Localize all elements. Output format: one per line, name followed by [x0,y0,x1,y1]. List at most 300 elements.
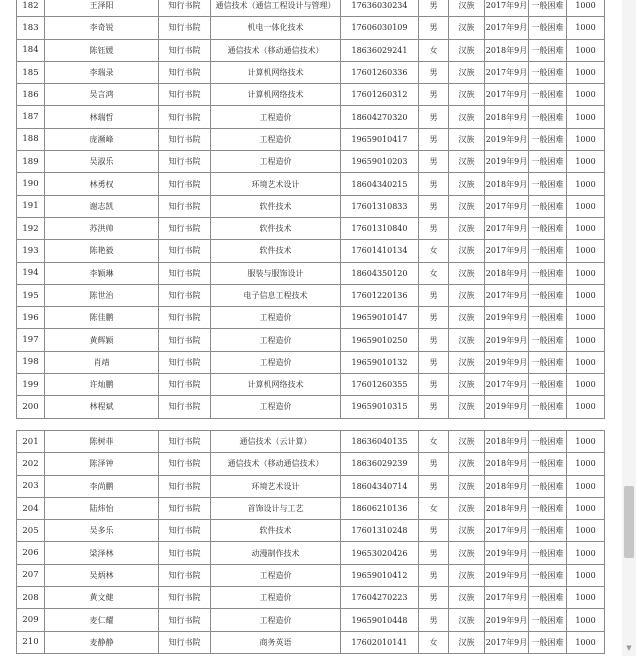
cell-gender: 男 [419,475,449,497]
cell-number: 202 [17,453,45,475]
cell-name: 吴淑乐 [45,151,159,173]
cell-amount: 1000 [567,128,605,150]
cell-major: 计算机网络技术 [211,61,341,83]
table-row [17,351,605,373]
cell-gender: 男 [419,520,449,542]
cell-gender: 男 [419,351,449,373]
cell-ethnicity: 汉族 [449,151,485,173]
cell-college: 知行书院 [159,39,211,61]
cell-number: 186 [17,84,45,106]
cell-name: 梁泽林 [45,542,159,564]
cell-amount: 1000 [567,396,605,418]
cell-enrollment-date: 2019年9月 [485,351,529,373]
cell-phone: 17601310833 [341,195,419,217]
cell-gender: 男 [419,151,449,173]
cell-amount: 1000 [567,240,605,262]
cell-major: 工程造价 [211,307,341,329]
cell-amount: 1000 [567,631,605,653]
cell-gender: 男 [419,84,449,106]
cell-major: 计算机网络技术 [211,374,341,396]
cell-name: 陈树菲 [45,431,159,453]
cell-ethnicity: 汉族 [449,106,485,128]
cell-difficulty-level: 一般困难 [529,396,567,418]
cell-amount: 1000 [567,564,605,586]
cell-difficulty-level: 一般困难 [529,609,567,631]
cell-enrollment-date: 2017年9月 [485,520,529,542]
cell-ethnicity: 汉族 [449,173,485,195]
cell-difficulty-level: 一般困难 [529,106,567,128]
table-row [17,631,605,653]
cell-enrollment-date: 2017年9月 [485,374,529,396]
table-row [17,128,605,150]
cell-major: 软件技术 [211,520,341,542]
cell-ethnicity: 汉族 [449,329,485,351]
cell-major: 通信技术（通信工程设计与管理） [211,0,341,17]
cell-ethnicity: 汉族 [449,195,485,217]
cell-college: 知行书院 [159,475,211,497]
cell-college: 知行书院 [159,609,211,631]
cell-amount: 1000 [567,151,605,173]
cell-number: 193 [17,240,45,262]
cell-enrollment-date: 2017年9月 [485,240,529,262]
cell-number: 187 [17,106,45,128]
cell-ethnicity: 汉族 [449,39,485,61]
cell-number: 203 [17,475,45,497]
cell-college: 知行书院 [159,587,211,609]
table-row [17,329,605,351]
cell-amount: 1000 [567,542,605,564]
cell-amount: 1000 [567,39,605,61]
cell-enrollment-date: 2018年9月 [485,497,529,519]
cell-major: 通信技术（云计算） [211,431,341,453]
cell-ethnicity: 汉族 [449,374,485,396]
cell-ethnicity: 汉族 [449,240,485,262]
cell-major: 工程造价 [211,128,341,150]
cell-enrollment-date: 2018年9月 [485,39,529,61]
cell-ethnicity: 汉族 [449,84,485,106]
table-row [17,453,605,475]
cell-phone: 17606030109 [341,17,419,39]
cell-gender: 男 [419,17,449,39]
cell-college: 知行书院 [159,631,211,653]
cell-amount: 1000 [567,351,605,373]
table-row [17,17,605,39]
cell-number: 195 [17,284,45,306]
cell-enrollment-date: 2019年9月 [485,307,529,329]
table-row [17,217,605,239]
cell-phone: 17601260336 [341,61,419,83]
table-row [17,396,605,418]
cell-difficulty-level: 一般困难 [529,351,567,373]
table-row [17,262,605,284]
cell-name: 陈艳毅 [45,240,159,262]
cell-ethnicity: 汉族 [449,497,485,519]
cell-phone: 18604350120 [341,262,419,284]
cell-phone: 17601410134 [341,240,419,262]
cell-name: 陆炜怡 [45,497,159,519]
cell-college: 知行书院 [159,128,211,150]
table-row [17,564,605,586]
cell-college: 知行书院 [159,374,211,396]
table-row [17,609,605,631]
cell-difficulty-level: 一般困难 [529,17,567,39]
cell-gender: 男 [419,307,449,329]
cell-difficulty-level: 一般困难 [529,173,567,195]
cell-enrollment-date: 2017年9月 [485,195,529,217]
cell-name: 庞濒峰 [45,128,159,150]
cell-phone: 17602010141 [341,631,419,653]
cell-gender: 男 [419,173,449,195]
table-row [17,0,605,17]
cell-major: 工程造价 [211,396,341,418]
data-table-page-2 [16,430,605,654]
cell-enrollment-date: 2018年9月 [485,431,529,453]
cell-major: 电子信息工程技术 [211,284,341,306]
table-row [17,61,605,83]
cell-college: 知行书院 [159,173,211,195]
cell-name: 王泽阳 [45,0,159,17]
cell-phone: 18636029239 [341,453,419,475]
cell-amount: 1000 [567,497,605,519]
cell-enrollment-date: 2018年9月 [485,262,529,284]
cell-number: 194 [17,262,45,284]
cell-enrollment-date: 2018年9月 [485,106,529,128]
cell-amount: 1000 [567,453,605,475]
cell-difficulty-level: 一般困难 [529,0,567,17]
cell-phone: 18604340714 [341,475,419,497]
cell-major: 软件技术 [211,195,341,217]
cell-major: 工程造价 [211,329,341,351]
cell-difficulty-level: 一般困难 [529,431,567,453]
cell-phone: 17601310248 [341,520,419,542]
cell-name: 李瑞录 [45,61,159,83]
cell-major: 通信技术（移动通信技术） [211,39,341,61]
cell-enrollment-date: 2017年9月 [485,284,529,306]
table-row [17,240,605,262]
cell-phone: 18604270320 [341,106,419,128]
cell-phone: 17601220136 [341,284,419,306]
cell-amount: 1000 [567,17,605,39]
cell-ethnicity: 汉族 [449,453,485,475]
cell-gender: 女 [419,497,449,519]
cell-college: 知行书院 [159,17,211,39]
cell-number: 182 [17,0,45,17]
cell-enrollment-date: 2018年9月 [485,475,529,497]
cell-gender: 男 [419,195,449,217]
cell-major: 工程造价 [211,151,341,173]
cell-ethnicity: 汉族 [449,520,485,542]
cell-amount: 1000 [567,587,605,609]
cell-name: 李尚鹏 [45,475,159,497]
cell-name: 肖靖 [45,351,159,373]
cell-difficulty-level: 一般困难 [529,61,567,83]
cell-number: 197 [17,329,45,351]
cell-college: 知行书院 [159,84,211,106]
cell-ethnicity: 汉族 [449,262,485,284]
cell-college: 知行书院 [159,497,211,519]
cell-difficulty-level: 一般困难 [529,217,567,239]
cell-amount: 1000 [567,173,605,195]
cell-phone: 18606210136 [341,497,419,519]
cell-enrollment-date: 2018年9月 [485,173,529,195]
table-row [17,84,605,106]
cell-name: 麦仁耀 [45,609,159,631]
cell-name: 谢志凯 [45,195,159,217]
cell-phone: 19653020426 [341,542,419,564]
cell-gender: 男 [419,217,449,239]
cell-number: 201 [17,431,45,453]
cell-college: 知行书院 [159,351,211,373]
cell-amount: 1000 [567,61,605,83]
cell-gender: 男 [419,542,449,564]
cell-college: 知行书院 [159,520,211,542]
cell-phone: 19659010417 [341,128,419,150]
cell-amount: 1000 [567,217,605,239]
cell-major: 商务英语 [211,631,341,653]
cell-difficulty-level: 一般困难 [529,520,567,542]
cell-college: 知行书院 [159,240,211,262]
cell-amount: 1000 [567,609,605,631]
cell-difficulty-level: 一般困难 [529,39,567,61]
cell-amount: 1000 [567,431,605,453]
scroll-down-arrow-icon[interactable]: ▼ [626,644,632,652]
cell-college: 知行书院 [159,106,211,128]
cell-number: 204 [17,497,45,519]
cell-difficulty-level: 一般困难 [529,631,567,653]
cell-name: 李奇锐 [45,17,159,39]
cell-enrollment-date: 2019年9月 [485,609,529,631]
cell-college: 知行书院 [159,329,211,351]
cell-enrollment-date: 2019年9月 [485,564,529,586]
cell-college: 知行书院 [159,217,211,239]
cell-phone: 18604340215 [341,173,419,195]
cell-major: 工程造价 [211,587,341,609]
cell-difficulty-level: 一般困难 [529,564,567,586]
cell-number: 184 [17,39,45,61]
cell-difficulty-level: 一般困难 [529,497,567,519]
cell-enrollment-date: 2019年9月 [485,128,529,150]
table-row [17,587,605,609]
cell-phone: 19659010203 [341,151,419,173]
cell-amount: 1000 [567,307,605,329]
cell-name: 许灿鹏 [45,374,159,396]
table-row [17,307,605,329]
cell-college: 知行书院 [159,195,211,217]
cell-name: 陈泽钟 [45,453,159,475]
cell-difficulty-level: 一般困难 [529,374,567,396]
cell-major: 工程造价 [211,609,341,631]
cell-amount: 1000 [567,0,605,17]
cell-major: 工程造价 [211,564,341,586]
cell-ethnicity: 汉族 [449,587,485,609]
cell-name: 麦静静 [45,631,159,653]
cell-difficulty-level: 一般困难 [529,284,567,306]
scrollbar-thumb[interactable] [624,486,634,558]
cell-difficulty-level: 一般困难 [529,587,567,609]
cell-name: 陈佳鹏 [45,307,159,329]
cell-number: 206 [17,542,45,564]
cell-phone: 19659010315 [341,396,419,418]
cell-number: 196 [17,307,45,329]
cell-phone: 19659010250 [341,329,419,351]
cell-enrollment-date: 2017年9月 [485,17,529,39]
cell-number: 207 [17,564,45,586]
cell-number: 205 [17,520,45,542]
cell-major: 服装与服饰设计 [211,262,341,284]
cell-enrollment-date: 2017年9月 [485,587,529,609]
table-row [17,173,605,195]
cell-enrollment-date: 2017年9月 [485,84,529,106]
cell-phone: 18636040135 [341,431,419,453]
table-row [17,284,605,306]
cell-gender: 女 [419,39,449,61]
cell-name: 林瑞哲 [45,106,159,128]
cell-difficulty-level: 一般困难 [529,195,567,217]
cell-ethnicity: 汉族 [449,431,485,453]
cell-ethnicity: 汉族 [449,217,485,239]
cell-enrollment-date: 2017年9月 [485,61,529,83]
cell-phone: 18636029241 [341,39,419,61]
cell-college: 知行书院 [159,542,211,564]
cell-ethnicity: 汉族 [449,17,485,39]
cell-number: 185 [17,61,45,83]
cell-number: 200 [17,396,45,418]
cell-gender: 男 [419,0,449,17]
table-row [17,39,605,61]
cell-gender: 男 [419,396,449,418]
table-row [17,497,605,519]
cell-gender: 男 [419,128,449,150]
cell-name: 吴多乐 [45,520,159,542]
cell-phone: 19659010412 [341,564,419,586]
cell-college: 知行书院 [159,396,211,418]
table-body [17,431,605,654]
cell-amount: 1000 [567,475,605,497]
table-body [17,0,605,418]
cell-enrollment-date: 2017年9月 [485,0,529,17]
cell-number: 209 [17,609,45,631]
cell-ethnicity: 汉族 [449,0,485,17]
cell-college: 知行书院 [159,564,211,586]
cell-college: 知行书院 [159,0,211,17]
table-row [17,542,605,564]
cell-major: 环境艺术设计 [211,475,341,497]
cell-gender: 女 [419,262,449,284]
table-row [17,151,605,173]
cell-ethnicity: 汉族 [449,475,485,497]
cell-amount: 1000 [567,84,605,106]
cell-major: 动漫制作技术 [211,542,341,564]
cell-name: 陈钰媛 [45,39,159,61]
cell-college: 知行书院 [159,284,211,306]
cell-major: 通信技术（移动通信技术） [211,453,341,475]
cell-ethnicity: 汉族 [449,284,485,306]
cell-college: 知行书院 [159,151,211,173]
cell-difficulty-level: 一般困难 [529,151,567,173]
cell-major: 环境艺术设计 [211,173,341,195]
cell-difficulty-level: 一般困难 [529,128,567,150]
cell-amount: 1000 [567,284,605,306]
cell-number: 210 [17,631,45,653]
cell-ethnicity: 汉族 [449,609,485,631]
cell-gender: 男 [419,106,449,128]
cell-number: 199 [17,374,45,396]
cell-enrollment-date: 2019年9月 [485,329,529,351]
cell-difficulty-level: 一般困难 [529,329,567,351]
cell-enrollment-date: 2019年9月 [485,151,529,173]
cell-major: 计算机网络技术 [211,84,341,106]
cell-gender: 男 [419,564,449,586]
cell-number: 190 [17,173,45,195]
cell-number: 189 [17,151,45,173]
cell-enrollment-date: 2019年9月 [485,396,529,418]
cell-gender: 男 [419,587,449,609]
cell-gender: 男 [419,453,449,475]
cell-gender: 男 [419,61,449,83]
vertical-scrollbar[interactable] [622,0,636,656]
table-row [17,475,605,497]
cell-ethnicity: 汉族 [449,128,485,150]
cell-college: 知行书院 [159,307,211,329]
cell-gender: 男 [419,284,449,306]
cell-difficulty-level: 一般困难 [529,262,567,284]
cell-difficulty-level: 一般困难 [529,307,567,329]
cell-phone: 17604270223 [341,587,419,609]
cell-number: 188 [17,128,45,150]
cell-name: 林勇权 [45,173,159,195]
cell-major: 机电一体化技术 [211,17,341,39]
cell-ethnicity: 汉族 [449,307,485,329]
cell-name: 李颖琳 [45,262,159,284]
data-table-page-1 [16,0,605,419]
cell-ethnicity: 汉族 [449,396,485,418]
cell-phone: 17601310840 [341,217,419,239]
cell-major: 软件技术 [211,217,341,239]
cell-name: 黄辉颖 [45,329,159,351]
cell-name: 黄文健 [45,587,159,609]
cell-gender: 女 [419,240,449,262]
cell-college: 知行书院 [159,262,211,284]
cell-phone: 19659010448 [341,609,419,631]
table-row [17,195,605,217]
cell-number: 191 [17,195,45,217]
cell-phone: 17601260355 [341,374,419,396]
cell-gender: 男 [419,329,449,351]
table-row [17,374,605,396]
cell-number: 183 [17,17,45,39]
cell-amount: 1000 [567,374,605,396]
cell-enrollment-date: 2018年9月 [485,453,529,475]
cell-amount: 1000 [567,520,605,542]
cell-major: 软件技术 [211,240,341,262]
table-row [17,520,605,542]
cell-difficulty-level: 一般困难 [529,84,567,106]
cell-number: 208 [17,587,45,609]
cell-enrollment-date: 2017年9月 [485,631,529,653]
cell-number: 192 [17,217,45,239]
cell-ethnicity: 汉族 [449,631,485,653]
cell-difficulty-level: 一般困难 [529,542,567,564]
cell-number: 198 [17,351,45,373]
cell-phone: 17601260312 [341,84,419,106]
cell-gender: 男 [419,609,449,631]
cell-name: 林程斌 [45,396,159,418]
cell-phone: 19659010132 [341,351,419,373]
cell-college: 知行书院 [159,61,211,83]
cell-ethnicity: 汉族 [449,351,485,373]
cell-gender: 女 [419,631,449,653]
cell-amount: 1000 [567,195,605,217]
